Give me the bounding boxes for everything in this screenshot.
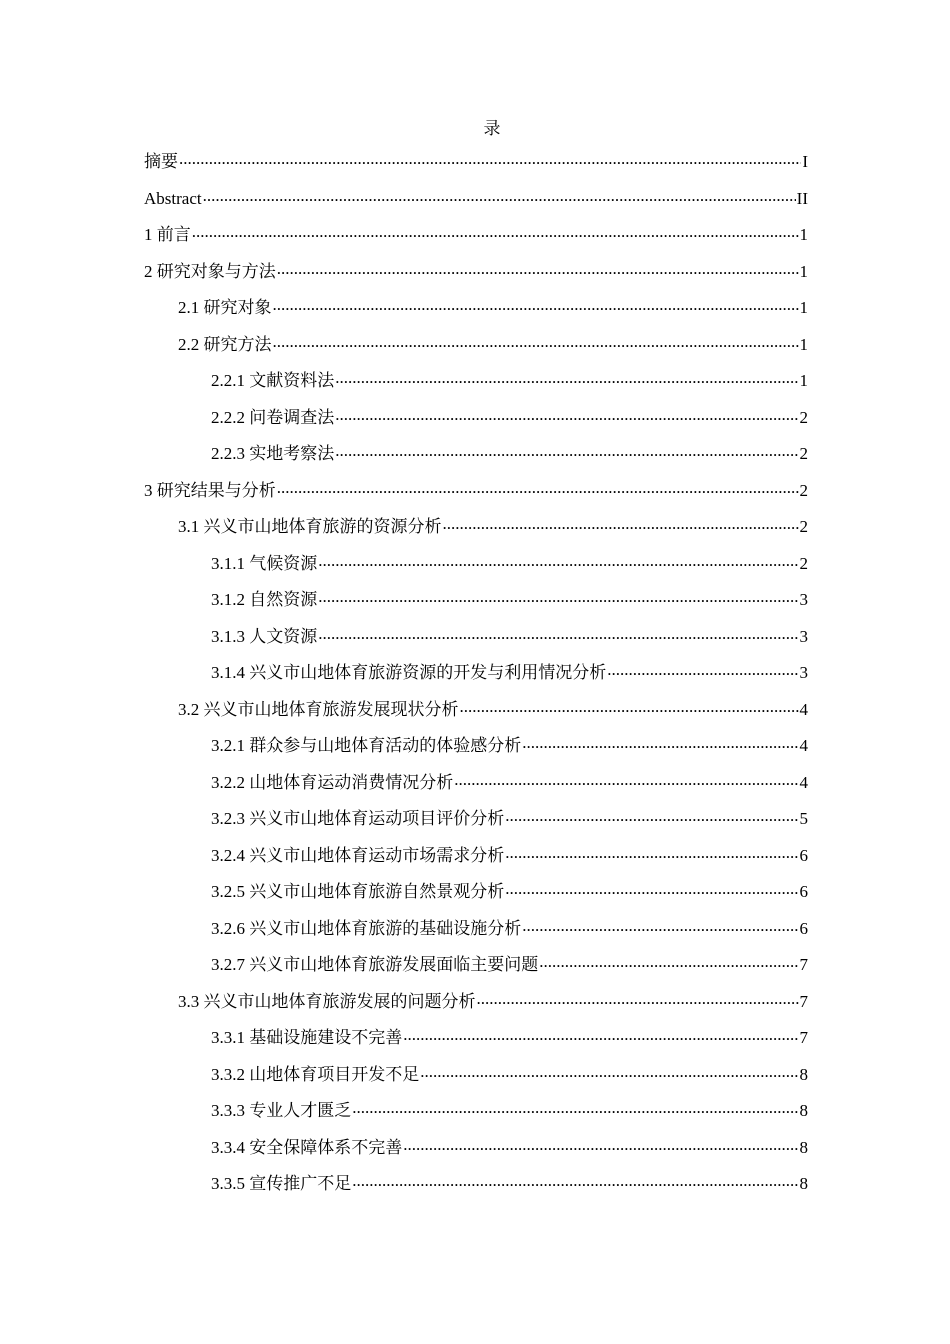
toc-entry-page-number: 1 <box>799 225 808 244</box>
toc-entry[interactable] <box>144 406 808 443</box>
toc-entry-page-number: 1 <box>799 261 808 281</box>
toc-entry-label: 摘要 <box>144 152 178 171</box>
toc-entry-page-number: 8 <box>799 1137 808 1157</box>
toc-dot-leader <box>460 699 799 715</box>
toc-dot-leader <box>192 224 799 240</box>
toc-entry-label: 2.1 研究对象 <box>178 298 272 317</box>
toc-entry-page-number: 4 <box>799 736 808 755</box>
toc-entry-page-number: 8 <box>799 1174 808 1193</box>
toc-entry[interactable] <box>144 734 808 771</box>
toc-entry-label: 3.2.5 兴义市山地体育旅游自然景观分析 <box>211 882 505 901</box>
toc-entry[interactable] <box>144 150 808 187</box>
toc-entry-label: 3.1.1 气候资源 <box>211 553 318 573</box>
toc-entry-label: 2 研究对象与方法 <box>144 261 276 281</box>
toc-entry[interactable] <box>144 990 808 1027</box>
toc-entry-page-number: 3 <box>799 626 808 646</box>
toc-dot-leader <box>607 662 798 678</box>
toc-entry[interactable] <box>144 296 808 333</box>
toc-dot-leader <box>352 1100 798 1116</box>
toc-entry[interactable] <box>144 917 808 954</box>
toc-entry-page-number: 6 <box>799 882 808 901</box>
toc-entry[interactable] <box>144 844 808 881</box>
toc-entry-page-number: 2 <box>799 517 808 536</box>
toc-entry-label: 3.3.5 宣传推广不足 <box>211 1174 352 1193</box>
toc-dot-leader <box>318 589 798 605</box>
toc-entry[interactable] <box>144 442 808 479</box>
toc-entry-label: 2.2.2 问卷调查法 <box>211 407 335 427</box>
toc-dot-leader <box>273 297 799 313</box>
toc-entry[interactable] <box>144 223 808 260</box>
toc-entry-page-number: 6 <box>799 918 808 938</box>
toc-entry-page-number: 7 <box>799 955 808 974</box>
toc-title: 录 <box>483 119 501 138</box>
toc-entry-label: 2.2 研究方法 <box>178 334 272 354</box>
toc-dot-leader <box>335 443 798 459</box>
toc-entry-label: 3.2.6 兴义市山地体育旅游的基础设施分析 <box>211 918 522 938</box>
toc-entry-label: 2.2.3 实地考察法 <box>211 444 335 463</box>
toc-entry[interactable] <box>144 187 808 224</box>
toc-dot-leader <box>335 407 798 423</box>
toc-dot-leader <box>277 480 799 496</box>
toc-entry[interactable] <box>144 880 808 917</box>
toc-dot-leader <box>443 516 799 532</box>
toc-dot-leader <box>477 991 799 1007</box>
toc-dot-leader <box>203 188 796 204</box>
toc-dot-leader <box>403 1137 798 1153</box>
toc-dot-leader <box>318 553 798 569</box>
toc-dot-leader <box>318 626 798 642</box>
toc-entry-page-number: II <box>796 188 808 208</box>
toc-entry-page-number: 2 <box>799 553 808 573</box>
toc-dot-leader <box>522 918 798 934</box>
toc-entry-label: 3.3.4 安全保障体系不完善 <box>211 1137 403 1157</box>
toc-entry-label: 3.2.3 兴义市山地体育运动项目评价分析 <box>211 809 505 828</box>
toc-entry[interactable] <box>144 771 808 808</box>
toc-entry[interactable] <box>144 1099 808 1136</box>
toc-entry[interactable] <box>144 1172 808 1209</box>
toc-entry-page-number: 4 <box>799 772 808 792</box>
toc-entry-label: Abstract <box>144 188 202 208</box>
toc-entry[interactable] <box>144 479 808 516</box>
toc-entry[interactable] <box>144 698 808 735</box>
toc-dot-leader <box>335 370 798 386</box>
toc-entry[interactable] <box>144 333 808 370</box>
toc-dot-leader <box>539 954 798 970</box>
toc-entry[interactable] <box>144 515 808 552</box>
toc-entry-page-number: 7 <box>799 1028 808 1047</box>
toc-entry-label: 3.2.4 兴义市山地体育运动市场需求分析 <box>211 845 505 865</box>
toc-entry[interactable] <box>144 661 808 698</box>
toc-entry-label: 3.3 兴义市山地体育旅游发展的问题分析 <box>178 991 476 1011</box>
toc-entry-page-number: 3 <box>799 663 808 682</box>
toc-dot-leader <box>352 1173 798 1189</box>
toc-entry-label: 3.1 兴义市山地体育旅游的资源分析 <box>178 517 442 536</box>
table-of-contents <box>144 150 808 1209</box>
toc-entry-label: 3 研究结果与分析 <box>144 480 276 500</box>
toc-entry[interactable] <box>144 260 808 297</box>
toc-entry-label: 2.2.1 文献资料法 <box>211 371 335 390</box>
toc-entry[interactable] <box>144 953 808 990</box>
toc-entry-page-number: 4 <box>799 699 808 719</box>
toc-dot-leader <box>420 1064 798 1080</box>
toc-entry-label: 3.2.1 群众参与山地体育活动的体验感分析 <box>211 736 522 755</box>
toc-entry-page-number: 3 <box>799 590 808 609</box>
toc-entry[interactable] <box>144 588 808 625</box>
toc-entry-page-number: 2 <box>799 444 808 463</box>
toc-entry-label: 3.1.4 兴义市山地体育旅游资源的开发与利用情况分析 <box>211 663 607 682</box>
toc-dot-leader <box>522 735 798 751</box>
toc-entry[interactable] <box>144 1136 808 1173</box>
toc-dot-leader <box>179 151 801 167</box>
toc-entry[interactable] <box>144 552 808 589</box>
toc-dot-leader <box>277 261 799 277</box>
toc-dot-leader <box>505 881 798 897</box>
toc-entry-page-number: 5 <box>799 809 808 828</box>
toc-dot-leader <box>273 334 799 350</box>
toc-entry-label: 3.3.2 山地体育项目开发不足 <box>211 1064 420 1084</box>
toc-entry-label: 3.3.1 基础设施建设不完善 <box>211 1028 403 1047</box>
toc-entry-page-number: 2 <box>799 407 808 427</box>
toc-entry-label: 3.3.3 专业人才匮乏 <box>211 1101 352 1120</box>
toc-entry-page-number: I <box>802 152 808 171</box>
toc-entry-label: 1 前言 <box>144 225 191 244</box>
toc-entry-page-number: 1 <box>799 334 808 354</box>
toc-dot-leader <box>505 808 798 824</box>
toc-entry-page-number: 1 <box>799 298 808 317</box>
toc-entry[interactable] <box>144 1063 808 1100</box>
toc-entry-page-number: 7 <box>799 991 808 1011</box>
toc-entry-label: 3.1.2 自然资源 <box>211 590 318 609</box>
toc-entry-label: 3.2.7 兴义市山地体育旅游发展面临主要问题 <box>211 955 539 974</box>
toc-entry-label: 3.2 兴义市山地体育旅游发展现状分析 <box>178 699 459 719</box>
toc-entry[interactable] <box>144 807 808 844</box>
toc-entry[interactable] <box>144 625 808 662</box>
toc-entry-page-number: 6 <box>799 845 808 865</box>
toc-entry-page-number: 1 <box>799 371 808 390</box>
toc-entry-label: 3.2.2 山地体育运动消费情况分析 <box>211 772 454 792</box>
toc-dot-leader <box>505 845 798 861</box>
toc-entry-page-number: 8 <box>799 1101 808 1120</box>
toc-dot-leader <box>454 772 798 788</box>
toc-entry-page-number: 8 <box>799 1064 808 1084</box>
toc-entry-page-number: 2 <box>799 480 808 500</box>
toc-entry[interactable] <box>144 1026 808 1063</box>
toc-entry-label: 3.1.3 人文资源 <box>211 626 318 646</box>
toc-dot-leader <box>403 1027 798 1043</box>
toc-entry[interactable] <box>144 369 808 406</box>
